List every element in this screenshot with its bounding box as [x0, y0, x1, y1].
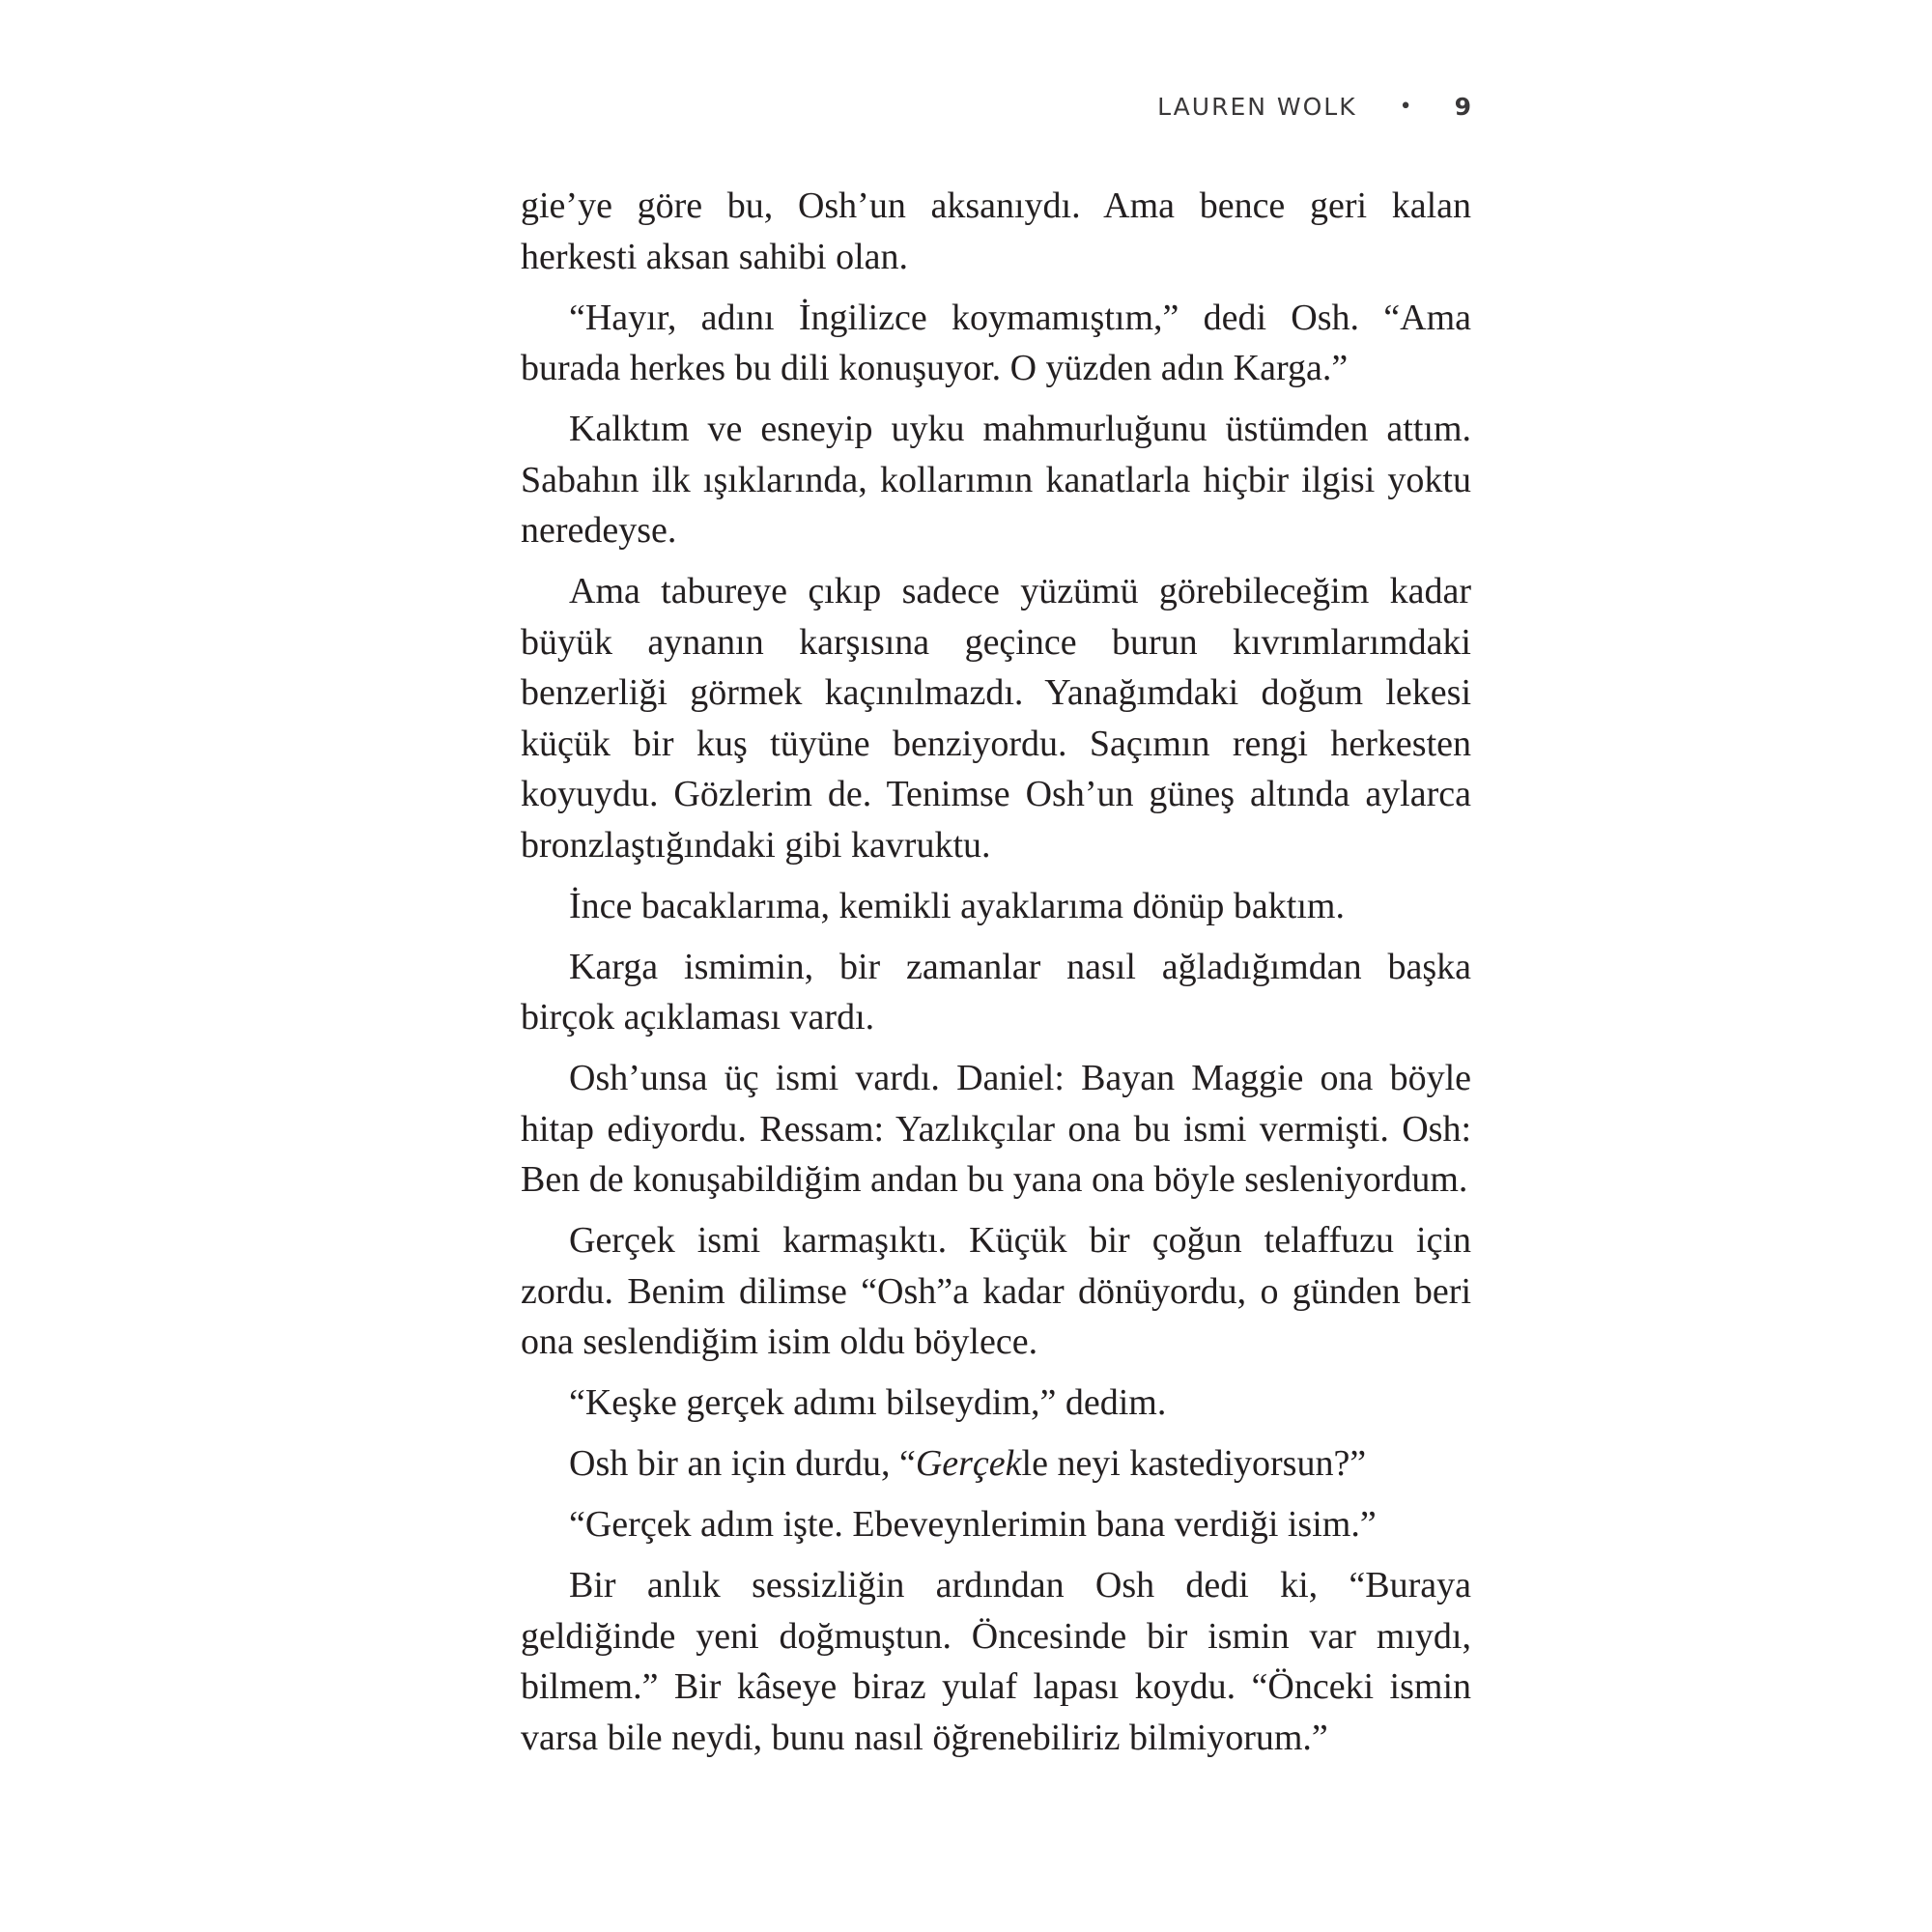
paragraph: İnce bacaklarıma, kemikli ayaklarıma dönüp baktım.: [569, 885, 1345, 926]
paragraph: “Gerçek adım işte. Ebeveynlerimin bana verdiği isim.”: [569, 1504, 1377, 1545]
paragraph-text: Osh bir an için durdu, “: [569, 1443, 916, 1484]
paragraph: “Hayır, adını İngilizce koymamıştım,” dedi Osh. “Ama burada herkes bu dili konuşuyor. O yüzden adın Karga.”: [521, 297, 1471, 388]
paragraph-text: le neyi kastediyorsun?”: [1021, 1443, 1367, 1484]
separator-bullet: •: [1399, 95, 1412, 119]
paragraph: Kalktım ve esneyip uyku mahmurluğunu üstümden attım. Sabahın ilk ışıklarında, kollarımın kanatlarla hiçbir ilgisi yoktu neredeyse.: [521, 409, 1471, 551]
running-header: [1157, 93, 1471, 121]
paragraph: [521, 1438, 1471, 1490]
paragraph: Osh’unsa üç ismi vardı. Daniel: Bayan Maggie ona böyle hitap ediyordu. Ressam: Yazlıkçılar ona bu ismi vermişti. Osh: Ben de konuşabildiğim andan bu yana ona böyle sesleniyordum.: [521, 1058, 1471, 1200]
paragraph: Gerçek ismi karmaşıktı. Küçük bir çoğun telaffuzu için zordu. Benim dilimse “Osh”a kadar dönüyordu, o günden beri ona seslendiğim isim oldu böylece.: [521, 1220, 1471, 1362]
paragraph-continued: gie’ye göre bu, Osh’un aksanıydı. Ama bence geri kalan herkesti aksan sahibi olan.: [521, 185, 1471, 277]
paragraph: Ama tabureye çıkıp sadece yüzümü görebileceğim kadar büyük aynanın karşısına geçince burun kıvrımlarımdaki benzerliği görmek kaçınılmazdı. Yanağımdaki doğum lekesi küçük bir kuş tüyüne benziyordu. Saçımın rengi herkesten koyuydu. Gözlerim de. Tenimse Osh’un güneş altında aylarca bronzlaştığındaki gibi kavruktu.: [521, 571, 1471, 866]
page-body: [521, 181, 1471, 1774]
paragraph: Bir anlık sessizliğin ardından Osh dedi ki, “Buraya geldiğinde yeni doğmuştun. Öncesinde bir ismin var mıydı, bilmem.” Bir kâseye biraz yulaf lapası koydu. “Önceki ismin varsa bile neydi, bunu nasıl öğrenebiliriz bilmiyorum.”: [521, 1565, 1471, 1758]
italic-word: Gerçek: [915, 1443, 1022, 1484]
paragraph: Karga ismimin, bir zamanlar nasıl ağladığımdan başka birçok açıklaması vardı.: [521, 946, 1471, 1037]
author-name: LAUREN WOLK: [1157, 93, 1357, 121]
page-number: 9: [1454, 93, 1471, 121]
paragraph: “Keşke gerçek adımı bilseydim,” dedim.: [569, 1382, 1167, 1423]
